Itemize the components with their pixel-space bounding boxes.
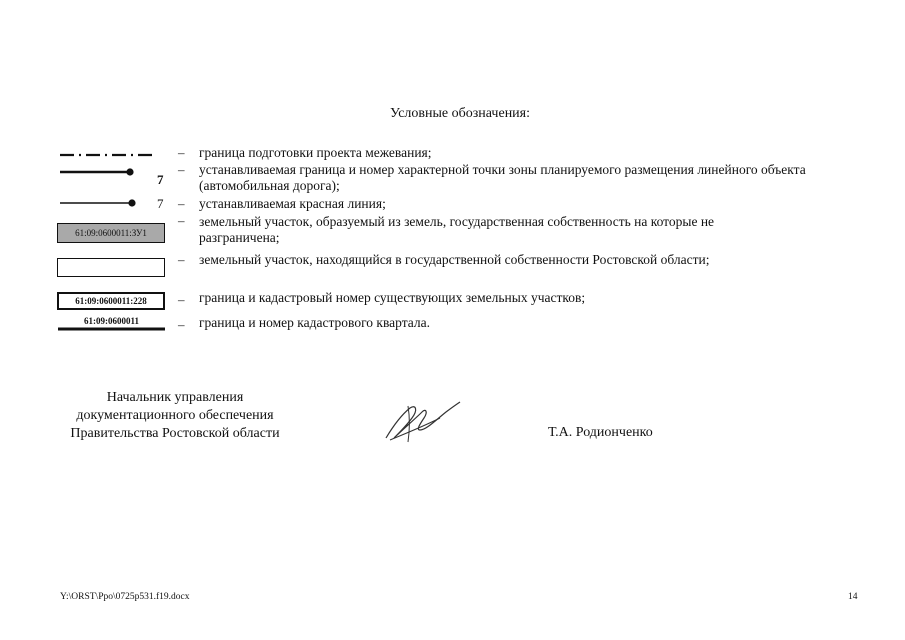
legend-text-3: устанавливаемая красная линия; (199, 196, 386, 211)
red-line-symbol (58, 196, 158, 210)
cadastral-quarter-label: 61:09:0600011 (84, 316, 139, 326)
page-number: 14 (848, 592, 858, 602)
legend-text-7: граница и номер кадастрового квартала. (199, 315, 431, 330)
legend-text-5: земельный участок, находящийся в государственной собственности Ростовской области; (199, 252, 710, 267)
signatory-position (50, 389, 300, 443)
state-parcel-symbol (57, 258, 165, 277)
boundary-point-line-symbol (58, 165, 158, 179)
legend-dash-7: – (178, 317, 185, 332)
legend-text-1: граница подготовки проекта межевания; (199, 145, 432, 160)
legend-text-2: устанавливаемая граница и номер характерной точки зоны планируемого размещения линейного объекта (автомобильная дорога); (199, 162, 806, 193)
legend-dash-1: – (178, 145, 185, 160)
point-number-1: 7 (157, 172, 164, 187)
legend-dash-3: – (178, 196, 185, 211)
legend-dash-5: – (178, 252, 185, 267)
point-number-2: 7 (157, 196, 164, 211)
legend-text-6: граница и кадастровый номер существующих земельных участков; (199, 290, 586, 305)
existing-parcel-symbol: 61:09:0600011:228 (57, 292, 165, 310)
cadastral-quarter-line-symbol (57, 326, 167, 332)
position-line-1: Начальник управления (106, 390, 244, 405)
legend-dash-2: – (178, 162, 185, 177)
legend-dash-4: – (178, 213, 185, 228)
position-line-3: Правительства Ростовской области (70, 426, 280, 441)
dash-dot-line-symbol (58, 150, 158, 160)
legend-heading: Условные обозначения: (389, 106, 531, 121)
legend-text-4: земельный участок, образуемый из земель, государственная собственность на которые не разграничена; (199, 214, 715, 245)
handwritten-signature (380, 398, 464, 448)
new-parcel-symbol: 61:09:0600011:ЗУ1 (57, 223, 165, 243)
legend-dash-6: – (178, 292, 185, 307)
position-line-2: документационного обеспечения (76, 408, 274, 423)
signatory-name: Т.А. Родионченко (548, 425, 653, 440)
file-path: Y:\ORST\Ppo\0725p531.f19.docx (60, 592, 190, 602)
